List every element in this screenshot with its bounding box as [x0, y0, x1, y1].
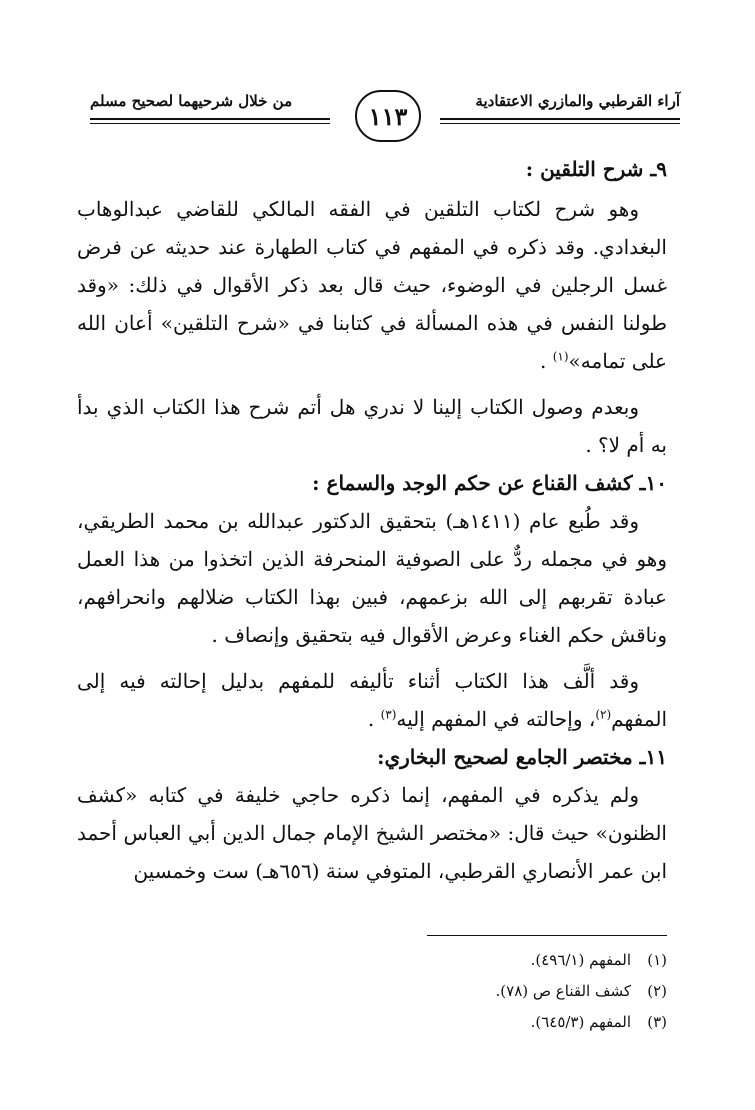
section-11-paragraph-1: ولم يذكره في المفهم، إنما ذكره حاجي خليفة في كتابه «كشف الظنون» حيث قال: «مختصر الشيخ الإمام جمال الدين أبي العباس أحمد ابن عمر الأنصاري القرطبي، المتوفي سنة (٦٥٦هـ) ست وخمسين: [77, 783, 667, 883]
section-9-paragraph-2: وبعدم وصول الكتاب إلينا لا ندري هل أتم شرح هذا الكتاب الذي بدأ به أم لا؟ .: [77, 395, 667, 457]
header-rule-left-thin: [90, 123, 330, 124]
footnote-ref-2: (٢): [595, 707, 612, 722]
footnote-item: [77, 976, 667, 1007]
paragraph-end: .: [539, 349, 553, 373]
header-rule-right: [440, 118, 680, 120]
section-10-paragraph-1: وقد طُبع عام (١٤١١هـ) بتحقيق الدكتور عبدالله بن محمد الطريقي، وهو في مجمله ردٌّ على الصوفية المنحرفة الذين اتخذوا من هذا العمل عبادة تقربهم إلى الله بزعمهم، فبين بهذا الكتاب ضلالهم وانحرافهم، وناقش حكم الغناء وعرض الأقوال فيه بتحقيق وإنصاف .: [77, 509, 667, 647]
footnote-item: [77, 1007, 667, 1038]
section-10-paragraph-2-text-a: وقد ألَّف هذا الكتاب أثناء تأليفه للمفهم بدليل إحالته فيه إلى المفهم: [77, 669, 667, 731]
footnote-ref-1: (١): [552, 349, 569, 364]
footnote-number: (٣): [647, 1013, 667, 1031]
footnote-ref-3: (٣): [380, 707, 397, 722]
section-9-paragraph-1: [77, 190, 667, 380]
footnote-text: المفهم (٤٩٦/١).: [530, 951, 631, 969]
paragraph-end: .: [367, 707, 381, 731]
running-header: [90, 82, 680, 144]
section-10-paragraph-2-text-b: ، وإحالته في المفهم إليه: [396, 707, 596, 731]
footnote-number: (١): [647, 951, 667, 969]
header-rule-left: [90, 118, 330, 120]
footnote-text: كشف القناع ص (٧٨).: [495, 982, 631, 1000]
section-10-heading: ١٠ـ كشف القناع عن حكم الوجد والسماع :: [312, 471, 667, 495]
page-body: [77, 150, 667, 890]
footnote-separator: [427, 935, 667, 936]
footnotes: [77, 945, 667, 1038]
footnote-item: [77, 945, 667, 976]
header-book-title: آراء القرطبي والمازري الاعتقادية: [475, 92, 680, 110]
section-10-paragraph-2: [77, 662, 667, 738]
page-number: ١١٣: [355, 90, 421, 142]
section-9-paragraph-1-text: وهو شرح لكتاب التلقين في الفقه المالكي للقاضي عبدالوهاب البغدادي. وقد ذكره في المفهم في كتاب الطهارة عند حديثه عن فرض غسل الرجلين في الوضوء، حيث قال بعد ذكر الأقوال في ذلك: «وقد طولنا النفس في هذه المسألة في كتابنا في «شرح التلقين» أعان الله على تمامه»: [77, 197, 667, 373]
section-9-heading: ٩ـ شرح التلقين :: [525, 157, 667, 181]
footnote-text: المفهم (٦٤٥/٣).: [530, 1013, 631, 1031]
footnote-number: (٢): [647, 982, 667, 1000]
section-11-heading: ١١ـ مختصر الجامع لصحيح البخاري:: [377, 745, 667, 769]
header-subtitle: من خلال شرحيهما لصحيح مسلم: [90, 92, 293, 110]
header-rule-right-thin: [440, 123, 680, 124]
